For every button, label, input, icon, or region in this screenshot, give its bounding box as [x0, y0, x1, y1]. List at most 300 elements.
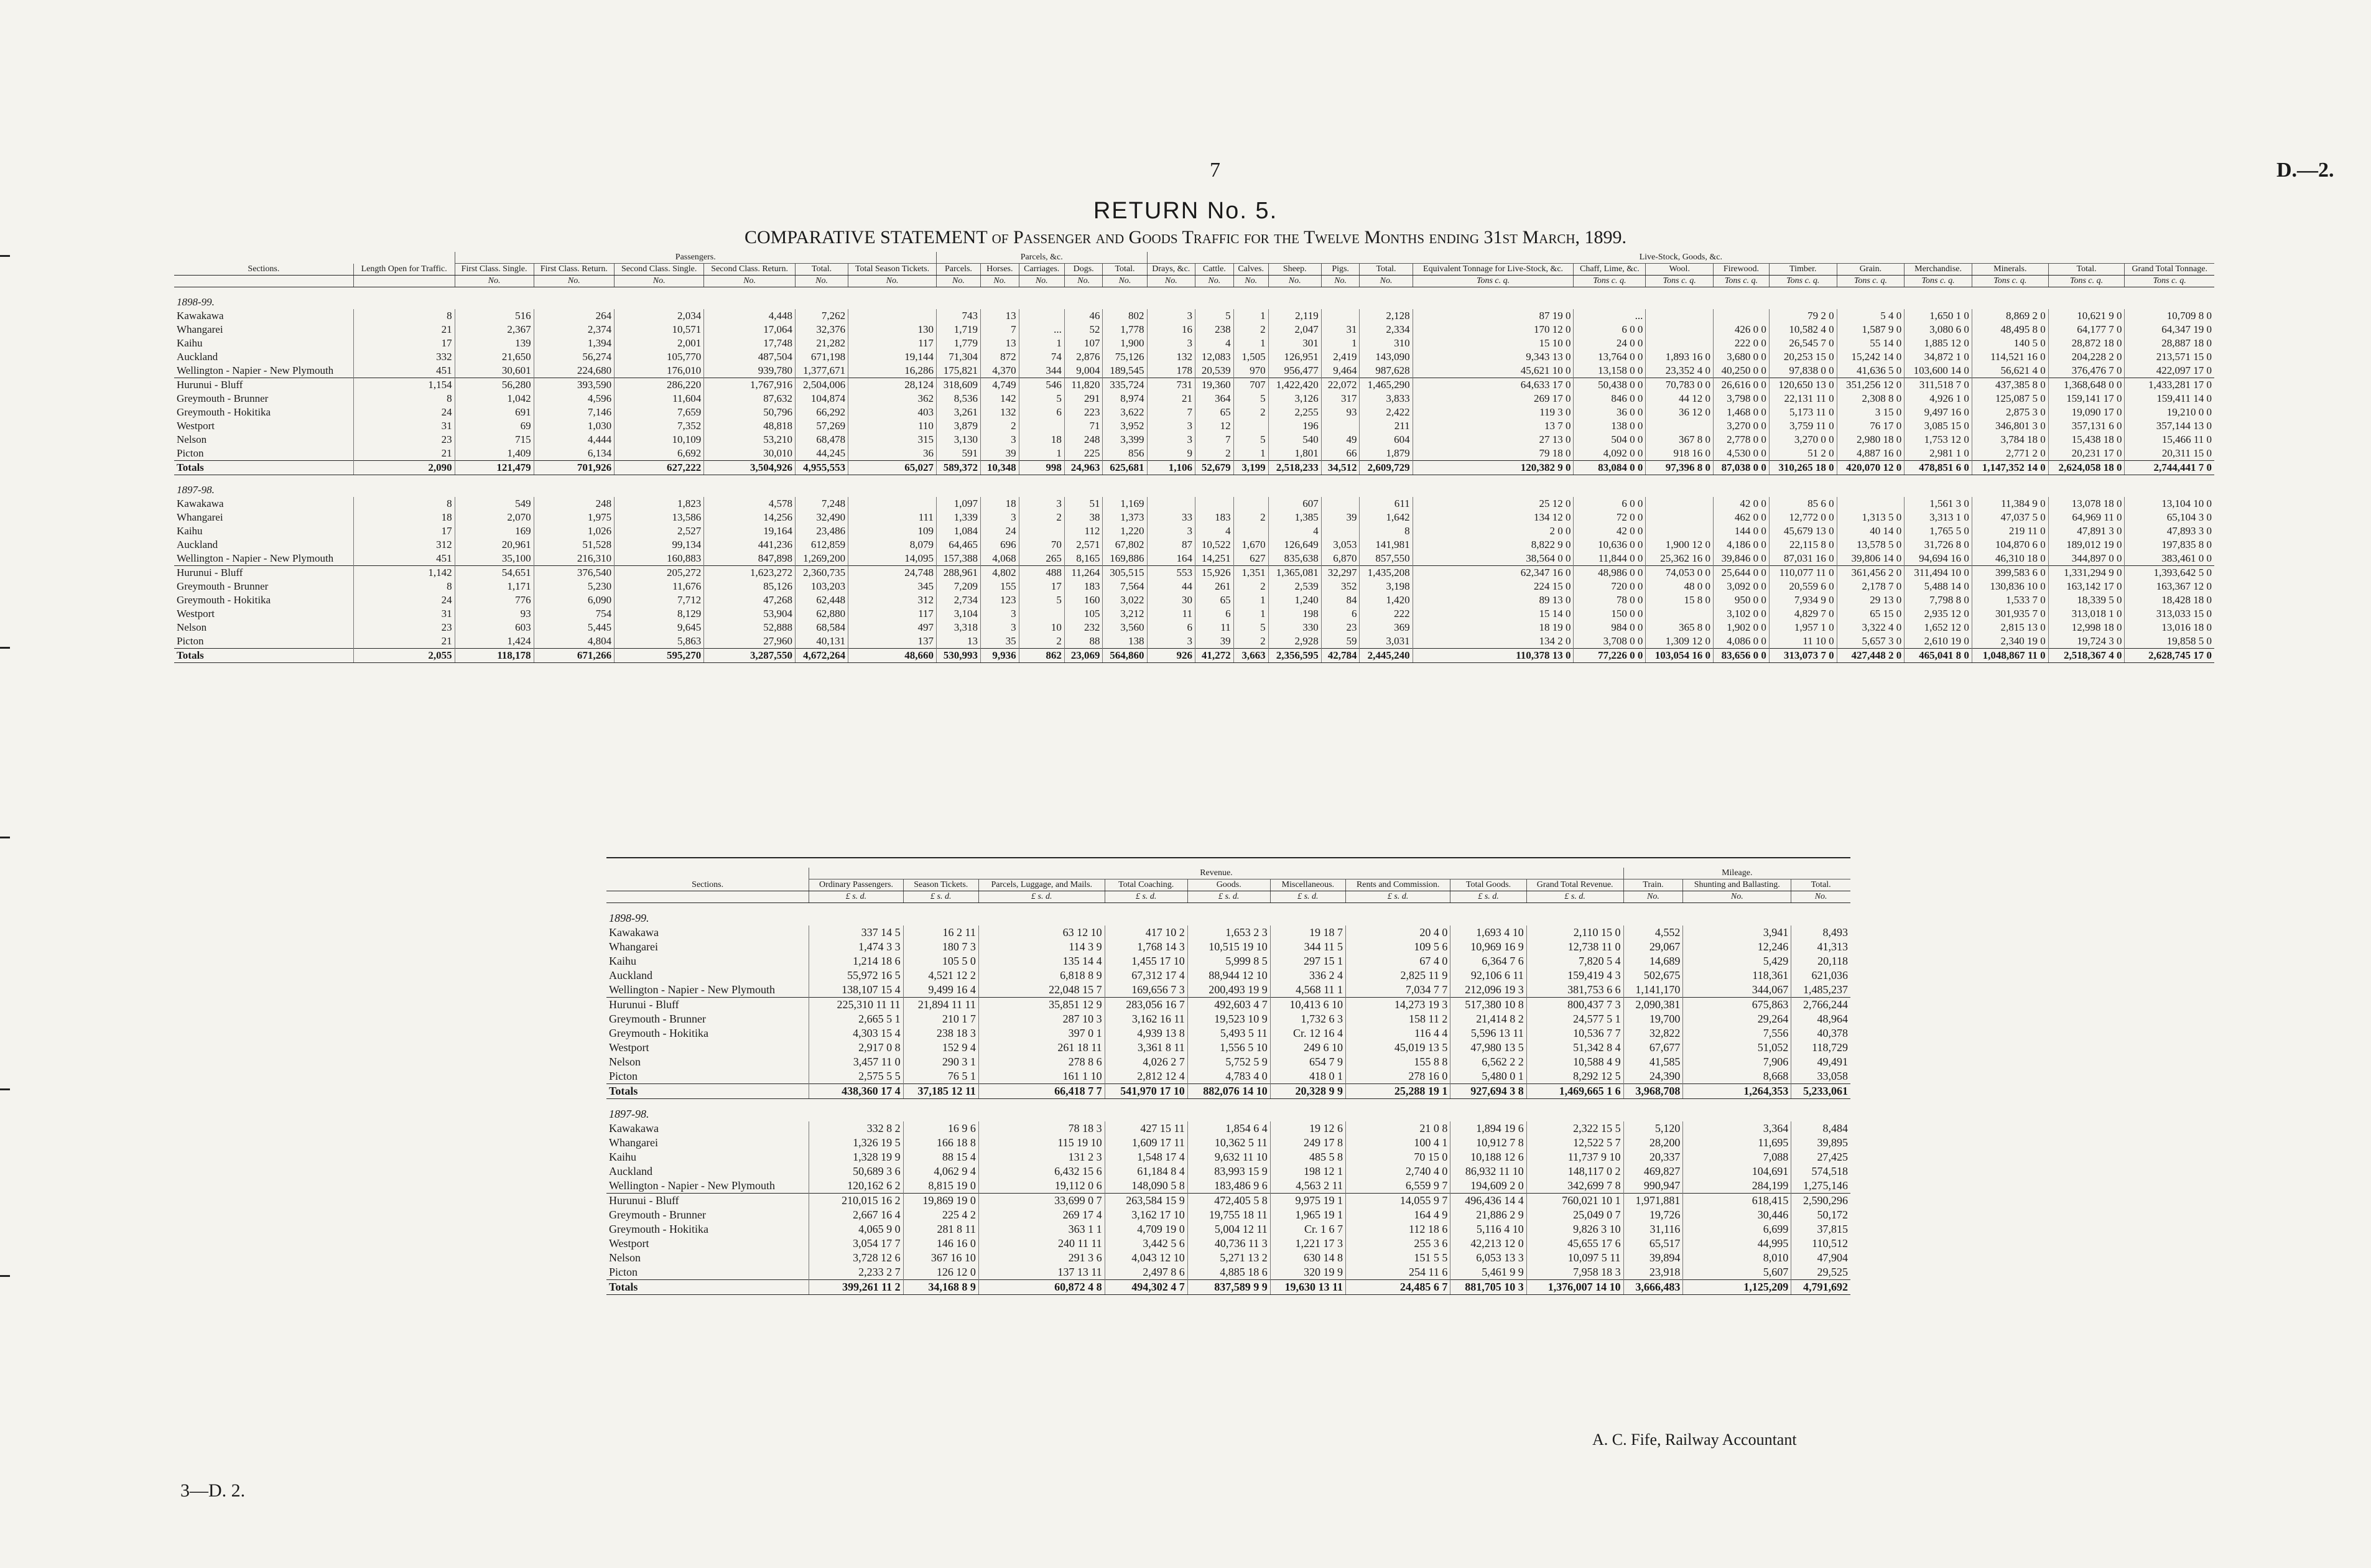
data-cell: 4,939 13 8	[1105, 1026, 1187, 1041]
totals-cell: 37,185 12 11	[903, 1084, 978, 1099]
data-cell: 3,031	[1360, 634, 1413, 649]
data-cell: 27,960	[704, 634, 796, 649]
data-cell: 5,752 5 9	[1187, 1055, 1270, 1069]
data-cell: 88 15 4	[903, 1150, 978, 1164]
totals-cell: 927,694 3 8	[1450, 1084, 1526, 1099]
section-name: Kawakawa	[177, 310, 224, 322]
data-cell: 55 14 0	[1837, 336, 1905, 350]
data-cell: 311,494 10 0	[1905, 566, 1972, 580]
data-cell: 20,231 17 0	[2048, 447, 2125, 461]
data-cell: 675,863	[1683, 998, 1791, 1013]
section-name: Greymouth - Brunner	[609, 1013, 706, 1025]
data-cell: 2,034	[615, 309, 704, 323]
table-row	[606, 1026, 1850, 1041]
data-cell: 107	[1064, 336, 1103, 350]
data-cell: 13	[981, 309, 1019, 323]
data-cell: 20,118	[1791, 954, 1850, 968]
totals-cell: 10,348	[981, 461, 1019, 475]
data-cell: 19,090 17 0	[2048, 406, 2125, 419]
data-cell: 39,806 14 0	[1837, 552, 1905, 566]
data-cell: 399,583 6 0	[1972, 566, 2048, 580]
data-cell: 1,368,648 0 0	[2048, 378, 2125, 392]
data-cell: 269 17 0	[1413, 392, 1574, 406]
table-row	[174, 593, 2214, 607]
totals-cell: 25,288 19 1	[1345, 1084, 1450, 1099]
data-cell: 64,465	[936, 538, 980, 552]
data-cell: 137 13 11	[978, 1265, 1105, 1280]
data-cell: 5,271 13 2	[1187, 1251, 1270, 1265]
data-cell: 261 18 11	[978, 1041, 1105, 1055]
data-cell: 40,736 11 3	[1187, 1236, 1270, 1251]
section-name: Picton	[609, 1266, 638, 1278]
data-cell: 42 0 0	[1574, 524, 1646, 538]
data-cell: 44	[1147, 580, 1195, 593]
data-cell: 12,998 18 0	[2048, 621, 2125, 634]
data-cell: 76 17 0	[1837, 419, 1905, 433]
table-row	[606, 1121, 1850, 1136]
table-row	[606, 1069, 1850, 1084]
table-row	[606, 1208, 1850, 1222]
data-cell: 2,981 1 0	[1905, 447, 1972, 461]
data-cell: 2	[981, 419, 1019, 433]
data-cell: 344,067	[1683, 983, 1791, 998]
totals-cell: 465,041 8 0	[1905, 649, 1972, 663]
data-cell: 17	[353, 336, 455, 350]
year-label: 1897-98.	[609, 1108, 649, 1120]
data-cell: 335,724	[1103, 378, 1147, 392]
data-cell: 33,058	[1791, 1069, 1850, 1084]
data-cell: 159,419 4 3	[1526, 968, 1623, 983]
year-row	[174, 287, 2214, 310]
totals-cell: 3,663	[1233, 649, 1268, 663]
data-cell: 210 1 7	[903, 1012, 978, 1026]
data-cell: 30,601	[455, 364, 534, 378]
data-cell: 10,588 4 9	[1526, 1055, 1623, 1069]
data-cell: 312	[848, 593, 937, 607]
totals-cell: 882,076 14 10	[1187, 1084, 1270, 1099]
data-cell: 1,587 9 0	[1837, 323, 1905, 336]
data-cell: 4,068	[981, 552, 1019, 566]
section-name: Auckland	[177, 351, 218, 363]
data-cell: 2,825 11 9	[1345, 968, 1450, 983]
totals-cell: 34,512	[1321, 461, 1360, 475]
data-cell: 22,072	[1321, 378, 1360, 392]
data-cell: 212,096 19 3	[1450, 983, 1526, 998]
data-cell: 1,879	[1360, 447, 1413, 461]
data-cell: 159,411 14 0	[2125, 392, 2214, 406]
data-cell: 3,322 4 0	[1837, 621, 1905, 634]
table-row	[606, 998, 1850, 1013]
data-cell: 671,198	[795, 350, 848, 364]
data-cell: 5	[1195, 309, 1234, 323]
column-header: Total Season Tickets.	[848, 264, 937, 276]
section-name: Nelson	[177, 434, 207, 445]
data-cell: 87 19 0	[1413, 309, 1574, 323]
data-cell: 9	[1147, 447, 1195, 461]
data-cell: 381,753 6 6	[1526, 983, 1623, 998]
data-cell: 1,422,420	[1268, 378, 1321, 392]
data-cell: 5,230	[534, 580, 615, 593]
data-cell: 540	[1268, 433, 1321, 447]
data-cell: 2,322 15 5	[1526, 1121, 1623, 1136]
data-cell: 52,888	[704, 621, 796, 634]
section-name: Whangarei	[609, 1136, 658, 1149]
data-cell: 225	[1064, 447, 1103, 461]
data-cell: 23,352 4 0	[1646, 364, 1714, 378]
data-cell: 1,171	[455, 580, 534, 593]
data-cell: 1,328 19 9	[809, 1150, 903, 1164]
column-header: Ordinary Passengers.	[809, 879, 903, 891]
column-header: First Class. Single.	[455, 264, 534, 276]
data-cell: 320 19 9	[1270, 1265, 1345, 1280]
totals-cell: 3,199	[1233, 461, 1268, 475]
data-cell: 6,562 2 2	[1450, 1055, 1526, 1069]
data-cell: 15 14 0	[1413, 607, 1574, 621]
data-cell: 7,262	[795, 309, 848, 323]
data-cell: 44,995	[1683, 1236, 1791, 1251]
data-cell: 607	[1268, 497, 1321, 511]
data-cell: 28,872 18 0	[2048, 336, 2125, 350]
data-cell: 97,838 0 0	[1769, 364, 1837, 378]
data-cell: 18	[981, 497, 1019, 511]
data-cell: 28,124	[848, 378, 937, 392]
section-name: Westport	[609, 1237, 649, 1250]
data-cell: 48,818	[704, 419, 796, 433]
totals-cell: 4,955,553	[795, 461, 848, 475]
data-cell: 1,902 0 0	[1714, 621, 1770, 634]
data-cell: 68,584	[795, 621, 848, 634]
data-cell: 110,077 11 0	[1769, 566, 1837, 580]
data-cell: 3,102 0 0	[1714, 607, 1770, 621]
data-cell: 169,656 7 3	[1105, 983, 1187, 998]
data-cell: 105,770	[615, 350, 704, 364]
data-cell: 3,728 12 6	[809, 1251, 903, 1265]
table-row	[174, 607, 2214, 621]
data-cell: 301,935 7 0	[1972, 607, 2048, 621]
data-cell: 65,104 3 0	[2125, 511, 2214, 524]
data-cell: 87,031 16 0	[1769, 552, 1837, 566]
data-cell: ...	[1019, 323, 1064, 336]
data-cell: 305,515	[1103, 566, 1147, 580]
data-cell: 367 8 0	[1646, 433, 1714, 447]
data-cell: 24,577 5 1	[1526, 1012, 1623, 1026]
data-cell: 21	[353, 634, 455, 649]
data-cell: 4,783 4 0	[1187, 1069, 1270, 1084]
data-cell: 148,117 0 2	[1526, 1164, 1623, 1179]
totals-cell: 595,270	[615, 649, 704, 663]
data-cell: 68,478	[795, 433, 848, 447]
section-name: Kawakawa	[177, 498, 224, 509]
data-cell: 15 8 0	[1646, 593, 1714, 607]
data-cell: 2,119	[1268, 309, 1321, 323]
data-cell: 7,820 5 4	[1526, 954, 1623, 968]
data-cell: 4,186 0 0	[1714, 538, 1770, 552]
year-row	[174, 475, 2214, 498]
data-cell: 3,270 0 0	[1769, 433, 1837, 447]
data-cell: 13	[981, 336, 1019, 350]
data-cell: 29,264	[1683, 1012, 1791, 1026]
data-cell: 281 8 11	[903, 1222, 978, 1236]
data-cell: 9,499 16 4	[903, 983, 978, 998]
data-cell: 6,818 8 9	[978, 968, 1105, 983]
traffic-group-header-row	[174, 252, 2214, 264]
unit-header: No.	[615, 276, 704, 287]
data-cell: 4,802	[981, 566, 1019, 580]
data-cell: 290 3 1	[903, 1055, 978, 1069]
data-cell: 12,246	[1683, 940, 1791, 954]
data-cell: 20,253 15 0	[1769, 350, 1837, 364]
data-cell: 79 18 0	[1413, 447, 1574, 461]
data-cell: 6	[1147, 621, 1195, 634]
data-cell: 25,644 0 0	[1714, 566, 1770, 580]
section-name: Kaihu	[609, 955, 636, 967]
data-cell: 15 10 0	[1413, 336, 1574, 350]
data-cell: 21	[1147, 392, 1195, 406]
data-cell: 65,517	[1623, 1236, 1683, 1251]
data-cell: 3,680 0 0	[1714, 350, 1770, 364]
data-cell: 5,480 0 1	[1450, 1069, 1526, 1084]
data-cell: 5,461 9 9	[1450, 1265, 1526, 1280]
data-cell: 23	[353, 621, 455, 634]
data-cell: 3	[981, 607, 1019, 621]
data-cell: 8	[353, 497, 455, 511]
column-header: Second Class. Single.	[615, 264, 704, 276]
data-cell: 155 8 8	[1345, 1055, 1450, 1069]
data-cell: 3,708 0 0	[1574, 634, 1646, 649]
data-cell: 123	[981, 593, 1019, 607]
data-cell: 2,497 8 6	[1105, 1265, 1187, 1280]
unit-header: No.	[1064, 276, 1103, 287]
data-cell: 2,935 12 0	[1905, 607, 1972, 621]
data-cell: 3,759 11 0	[1769, 419, 1837, 433]
data-cell: 301	[1268, 336, 1321, 350]
column-header: Pigs.	[1321, 264, 1360, 276]
data-cell: 1,975	[534, 511, 615, 524]
data-cell: 2,575 5 5	[809, 1069, 903, 1084]
data-cell: 51,052	[1683, 1041, 1791, 1055]
data-cell: 4,026 2 7	[1105, 1055, 1187, 1069]
totals-cell: 1,125,209	[1683, 1280, 1791, 1295]
table-row	[174, 566, 2214, 580]
data-cell: 189,012 19 0	[2048, 538, 2125, 552]
data-cell: 287 10 3	[978, 1012, 1105, 1026]
table-row	[174, 524, 2214, 538]
totals-cell: 3,666,483	[1623, 1280, 1683, 1295]
section-name: Kaihu	[177, 337, 203, 349]
data-cell: 35,851 12 9	[978, 998, 1105, 1013]
data-cell: 21,886 2 9	[1450, 1208, 1526, 1222]
data-cell	[1019, 419, 1064, 433]
data-cell: 47,980 13 5	[1450, 1041, 1526, 1055]
section-name: Hurunui - Bluff	[174, 566, 353, 580]
data-cell: 956,477	[1268, 364, 1321, 378]
data-cell: 1,409	[455, 447, 534, 461]
data-cell: 5	[1019, 593, 1064, 607]
data-cell: 85 6 0	[1769, 497, 1837, 511]
data-cell: 950 0 0	[1714, 593, 1770, 607]
data-cell: 23	[353, 433, 455, 447]
data-cell: 11,384 9 0	[1972, 497, 2048, 511]
data-cell	[1019, 607, 1064, 621]
data-cell	[1019, 524, 1064, 538]
data-cell: 2,422	[1360, 406, 1413, 419]
data-cell: 847,898	[704, 552, 796, 566]
data-cell: 14,273 19 3	[1345, 998, 1450, 1013]
data-cell: 10,515 19 10	[1187, 940, 1270, 954]
column-header: Carriages.	[1019, 264, 1064, 276]
data-cell: 21,414 8 2	[1450, 1012, 1526, 1026]
data-cell: 10,709 8 0	[2125, 309, 2214, 323]
data-cell: 3,080 6 0	[1905, 323, 1972, 336]
totals-cell: 998	[1019, 461, 1064, 475]
totals-cell: 671,266	[534, 649, 615, 663]
data-cell: 1,653 2 3	[1187, 925, 1270, 940]
data-cell	[1233, 524, 1268, 538]
data-cell	[1233, 419, 1268, 433]
data-cell: 2,128	[1360, 309, 1413, 323]
column-header: Goods.	[1187, 879, 1270, 891]
data-cell: 311,518 7 0	[1905, 378, 1972, 392]
unit-header: No.	[848, 276, 937, 287]
totals-cell: 313,073 7 0	[1769, 649, 1837, 663]
data-cell: 604	[1360, 433, 1413, 447]
data-cell: 376,476 7 0	[2048, 364, 2125, 378]
data-cell: 19 12 6	[1270, 1121, 1345, 1136]
data-cell: 13,764 0 0	[1574, 350, 1646, 364]
footer-page-reference: 3—D. 2.	[180, 1480, 246, 1501]
data-cell	[1321, 524, 1360, 538]
data-cell: 87,632	[704, 392, 796, 406]
data-cell: 485 5 8	[1270, 1150, 1345, 1164]
data-cell: 330	[1268, 621, 1321, 634]
data-cell: 856	[1103, 447, 1147, 461]
data-cell: 15,242 14 0	[1837, 350, 1905, 364]
table-row	[606, 1251, 1850, 1265]
column-header: Chaff, Lime, &c.	[1574, 264, 1646, 276]
data-cell: 2	[1233, 634, 1268, 649]
data-cell: 1,693 4 10	[1450, 925, 1526, 940]
data-cell: 369	[1360, 621, 1413, 634]
data-cell: 332 8 2	[809, 1121, 903, 1136]
totals-cell: 83,084 0 0	[1574, 461, 1646, 475]
data-cell: Cr. 1 6 7	[1270, 1222, 1345, 1236]
data-cell: 4,804	[534, 634, 615, 649]
data-cell: 4,887 16 0	[1837, 447, 1905, 461]
data-cell: 89 13 0	[1413, 593, 1574, 607]
data-cell: 1,373	[1103, 511, 1147, 524]
data-cell: 152 9 4	[903, 1041, 978, 1055]
data-cell: 504 0 0	[1574, 433, 1646, 447]
unit-header	[606, 891, 809, 903]
data-cell: 11,844 0 0	[1574, 552, 1646, 566]
data-cell: 352	[1321, 580, 1360, 593]
data-cell: 363 1 1	[978, 1222, 1105, 1236]
data-cell: 1,485,237	[1791, 983, 1850, 998]
data-cell: 8	[1360, 524, 1413, 538]
data-cell	[1646, 497, 1714, 511]
traffic-units-row	[174, 276, 2214, 287]
data-cell: 7,248	[795, 497, 848, 511]
data-cell: 2,334	[1360, 323, 1413, 336]
revenue-table-body	[606, 903, 1850, 1295]
data-cell: 38	[1064, 511, 1103, 524]
data-cell: 9,464	[1321, 364, 1360, 378]
totals-cell: 1,048,867 11 0	[1972, 649, 2048, 663]
data-cell: 3,261	[936, 406, 980, 419]
data-cell: 36	[848, 447, 937, 461]
data-cell: 1	[1233, 336, 1268, 350]
data-cell: 70,783 0 0	[1646, 378, 1714, 392]
data-cell	[848, 309, 937, 323]
margin-mark	[0, 647, 10, 649]
data-cell: 1,240	[1268, 593, 1321, 607]
table-row	[606, 1012, 1850, 1026]
totals-cell: 120,382 9 0	[1413, 461, 1574, 475]
data-cell: 1,900 12 0	[1646, 538, 1714, 552]
data-cell: 2,665 5 1	[809, 1012, 903, 1026]
data-cell: 2,876	[1064, 350, 1103, 364]
section-name: Greymouth - Hokitika	[609, 1027, 708, 1039]
data-cell: 8,869 2 0	[1972, 309, 2048, 323]
data-cell: 2,815 13 0	[1972, 621, 2048, 634]
data-cell: 1,965 19 1	[1270, 1208, 1345, 1222]
totals-cell: 627,222	[615, 461, 704, 475]
totals-cell: 530,993	[936, 649, 980, 663]
data-cell: 164	[1147, 552, 1195, 566]
data-cell: 13	[936, 634, 980, 649]
column-header: Total Coaching.	[1105, 879, 1187, 891]
data-cell: 126,649	[1268, 538, 1321, 552]
data-cell: 53,904	[704, 607, 796, 621]
data-cell: 27,425	[1791, 1150, 1850, 1164]
data-cell: 7,088	[1683, 1150, 1791, 1164]
column-header: Shunting and Ballasting.	[1683, 879, 1791, 891]
data-cell: 313,033 15 0	[2125, 607, 2214, 621]
data-cell: 1,778	[1103, 323, 1147, 336]
section-name: Westport	[177, 420, 215, 432]
unit-header: Tons c. q.	[1905, 276, 1972, 287]
data-cell: 4,530 0 0	[1714, 447, 1770, 461]
data-cell: 87	[1147, 538, 1195, 552]
section-name: Whangarei	[177, 511, 223, 523]
data-cell: 367 16 10	[903, 1251, 978, 1265]
data-cell: 104,874	[795, 392, 848, 406]
data-cell: 265	[1019, 552, 1064, 566]
column-header: Total.	[795, 264, 848, 276]
totals-cell: 625,681	[1103, 461, 1147, 475]
data-cell: 232	[1064, 621, 1103, 634]
data-cell: 19,726	[1623, 1208, 1683, 1222]
data-cell: 3,798 0 0	[1714, 392, 1770, 406]
page-number: 7	[1210, 159, 1220, 182]
data-cell: 1,767,916	[704, 378, 796, 392]
data-cell: 6	[1321, 607, 1360, 621]
data-cell: 2,527	[615, 524, 704, 538]
data-cell: 1,269,200	[795, 552, 848, 566]
data-cell: 1	[1233, 447, 1268, 461]
data-cell: 31	[353, 607, 455, 621]
data-cell: 2,917 0 8	[809, 1041, 903, 1055]
data-cell: 64,969 11 0	[2048, 511, 2125, 524]
data-cell: 222	[1360, 607, 1413, 621]
data-cell: 11	[1195, 621, 1234, 634]
data-cell: 553	[1147, 566, 1195, 580]
data-cell: 62,880	[795, 607, 848, 621]
unit-header: Tons c. q.	[1714, 276, 1770, 287]
data-cell: 3,092 0 0	[1714, 580, 1770, 593]
data-cell: 451	[353, 552, 455, 566]
data-cell: 18 19 0	[1413, 621, 1574, 634]
